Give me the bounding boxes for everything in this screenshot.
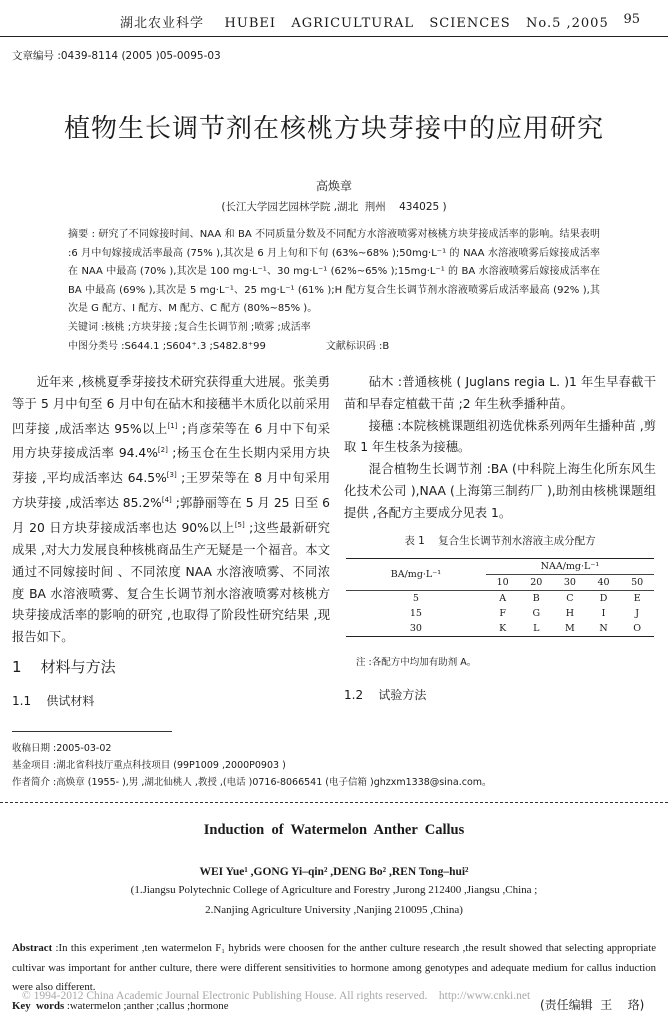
citation[interactable]: [1] bbox=[167, 421, 178, 430]
citation[interactable]: [4] bbox=[161, 496, 172, 505]
author-affiliation: (长江大学园艺园林学院 ,湖北 荆州 434025 ) bbox=[221, 201, 447, 213]
formula-cell: F bbox=[499, 608, 506, 619]
formula-cell: I bbox=[601, 608, 606, 619]
citation[interactable]: [2] bbox=[157, 446, 168, 455]
citation[interactable]: [5] bbox=[234, 521, 245, 530]
right-column bbox=[344, 372, 656, 525]
table-row bbox=[346, 606, 654, 621]
formula-cell: N bbox=[587, 621, 621, 637]
english-keywords bbox=[12, 1000, 229, 1012]
ba-value: 30 bbox=[346, 621, 486, 637]
english-abstract-text: :In this experiment ,ten watermelon F₁ hybrids were choosen for the anther culture research ,the result showed that selecting appropriate cultivar was important for anther culture, there were different sensitivities to hormone among genotypes and adequate medium for callus induction were also different. bbox=[12, 942, 656, 993]
received-date: 收稿日期 :2005-03-02 bbox=[12, 743, 112, 754]
abstract-text: 摘要 : 研究了不同嫁接时间、NAA 和 BA 不同质量分数及不同配方水溶液喷雾对核桃方块芽接成活率的影响。结果表明 :6 月中旬嫁接成活率最高 (75% ),其次是 6 月上旬和下旬 (63%~68% );50mg·L⁻¹ 的 NAA 水溶液喷雾后嫁接成活率在 NAA 中最高 (70% ),其次是 100 mg·L⁻¹、30 mg·L⁻¹ (62%~65% );15mg·L⁻¹ 的 BA 水溶液喷雾后嫁接成活率在 BA 中最高 (69% ),其次是 5 mg·L⁻¹、25 mg·L⁻¹ (61% );H 配方复合生长调节剂水溶液喷雾后成活率最高 (92% ),其次是 G 配方、I 配方、M 配方、C 配方 (80%~85% )。 bbox=[68, 229, 600, 315]
page-header bbox=[0, 8, 668, 37]
keywords: 关键词 :核桃 ;方块芽接 ;复合生长调节剂 ;喷雾 ;成活率 bbox=[68, 321, 311, 333]
formula-cell: L bbox=[519, 621, 553, 637]
table-row bbox=[346, 591, 654, 607]
section-heading-1-2: 1.2 试验方法 bbox=[344, 688, 427, 702]
formula-table bbox=[346, 558, 654, 637]
ba-value: 15 bbox=[409, 608, 422, 619]
responsible-editor: (责任编辑 王 珞) bbox=[540, 998, 645, 1012]
intro-paragraph: 近年来 ,核桃夏季芽接技术研究获得重大进展。张美勇等于 5 月中旬至 6 月中旬在砧木和接穗半木质化以前采用凹芽接 ,成活率达 95%以上[1] ;肖彦荣等在 6 月中下旬采用方块芽接成活率 94.4%[2] ;杨玉仓在生长期内采用方块芽接 ,平均成活率达 64.5%[3] ;王罗荣等在 8 月中旬采用方块芽接 ,成活率达 85.2%[4] ;郭静丽等在 5 月 25 日至 6 月 20 日方块芽接成活率也达 90%以上[5] ;这些最新研究成果 ,对大力发展良种核桃商品生产无疑是一个福音。本文通过不同嫁接时间 、不同浓度 NAA 水溶液喷雾、不同浓度 BA 水溶液喷雾、复合生长调节剂水溶液喷雾对核桃方块芽接成活率的影响的研究 ,也取得了阶段性研究结果 ,现报告如下。 bbox=[12, 375, 330, 645]
row-header: BA/mg·L⁻¹ bbox=[346, 559, 486, 591]
naa-column-value: 20 bbox=[519, 575, 553, 591]
naa-column-value: 30 bbox=[553, 575, 587, 591]
formula-cell: H bbox=[565, 608, 575, 619]
author-bio: 作者简介 :高焕章 (1955- ),男 ,湖北仙桃人 ,教授 ,(电话 )0716-8066541 (电子信箱 )ghzxm1338@sina.com。 bbox=[12, 777, 492, 788]
section-heading-1: 1 材料与方法 bbox=[12, 658, 116, 676]
page-number: 95 bbox=[623, 12, 640, 27]
abstract-label: Abstract bbox=[12, 942, 53, 954]
paper-title: 植物生长调节剂在核桃方块芽接中的应用研究 bbox=[63, 114, 604, 144]
formula-cell: D bbox=[599, 593, 608, 604]
abstract-block bbox=[68, 226, 600, 356]
english-affiliation-1: (1.Jiangsu Polytechnic College of Agriculture and Forestry ,Jurong 212400 ,Jiangsu ,China ; bbox=[130, 884, 538, 896]
document-code: 文献标识码 :B bbox=[325, 340, 390, 352]
article-number: 文章编号 :0439-8114 (2005 )05-0095-03 bbox=[12, 50, 221, 62]
keywords-label: Key words bbox=[12, 1000, 65, 1012]
formula-cell: M bbox=[553, 621, 587, 637]
formula-cell: O bbox=[620, 621, 654, 637]
naa-column-value: 50 bbox=[620, 575, 654, 591]
table-note: 注 :各配方中均加有助剂 A。 bbox=[356, 657, 477, 668]
footnote-rule bbox=[12, 731, 172, 732]
journal-header: 湖北农业科学 HUBEI AGRICULTURAL SCIENCES No.5 ,2005 bbox=[120, 16, 609, 31]
formula-cell: J bbox=[635, 608, 640, 619]
formula-cell: G bbox=[532, 608, 541, 619]
formula-cell: E bbox=[633, 593, 641, 604]
english-affiliation-2: 2.Nanjing Agriculture University ,Nanjing 210095 ,China) bbox=[205, 904, 463, 916]
formula-cell: C bbox=[566, 593, 574, 604]
copyright-watermark: © 1994-2012 China Academic Journal Electronic Publishing House. All rights reserved. http://www.cnki.net bbox=[22, 990, 531, 1002]
english-keywords-text: :watermelon ;anther ;callus ;hormone bbox=[64, 1000, 229, 1012]
table-row bbox=[346, 621, 654, 637]
naa-column-value: 10 bbox=[486, 575, 520, 591]
table-header-row bbox=[346, 559, 654, 575]
regulator-paragraph: 混合植物生长调节剂 :BA (中科院上海生化所东风生化技术公司 ),NAA (上海第三制药厂 ),助剂由核桃课题组提供 ,各配方主要成分见表 1。 bbox=[344, 462, 656, 520]
formula-cell: K bbox=[486, 621, 520, 637]
formula-cell: A bbox=[499, 593, 507, 604]
formula-cell: B bbox=[532, 593, 540, 604]
separator-line bbox=[0, 802, 668, 803]
col-group-header: NAA/mg·L⁻¹ bbox=[486, 559, 654, 575]
naa-column-value: 40 bbox=[587, 575, 621, 591]
english-title: Induction of Watermelon Anther Callus bbox=[203, 822, 465, 838]
scion-paragraph: 接穗 :本院核桃课题组初选优株系列两年生播种苗 ,剪取 1 年生枝条为接穗。 bbox=[344, 418, 656, 455]
section-heading-1-1: 1.1 供试材料 bbox=[12, 694, 95, 708]
clc-number: 中图分类号 :S644.1 ;S604⁺.3 ;S482.8⁺99 bbox=[68, 340, 266, 352]
ba-value: 5 bbox=[412, 593, 419, 604]
rootstock-paragraph: 砧木 :普通核桃 ( Juglans regia L. )1 年生早春截干苗和早春定植截干苗 ;2 年生秋季播种苗。 bbox=[344, 375, 656, 411]
english-abstract bbox=[12, 939, 656, 998]
author-name: 高焕章 bbox=[315, 179, 352, 193]
funding-note: 基金项目 :湖北省科技厅重点科技项目 (99P1009 ,2000P0903 ) bbox=[12, 760, 286, 771]
table-caption: 表 1 复合生长调节剂水溶液主成分配方 bbox=[404, 535, 596, 547]
classification-line bbox=[68, 338, 600, 357]
english-authors: WEI Yue¹ ,GONG Yi–qin² ,DENG Bo² ,REN Tong–hui² bbox=[199, 866, 469, 878]
left-column bbox=[12, 372, 330, 649]
citation[interactable]: [3] bbox=[166, 471, 177, 480]
